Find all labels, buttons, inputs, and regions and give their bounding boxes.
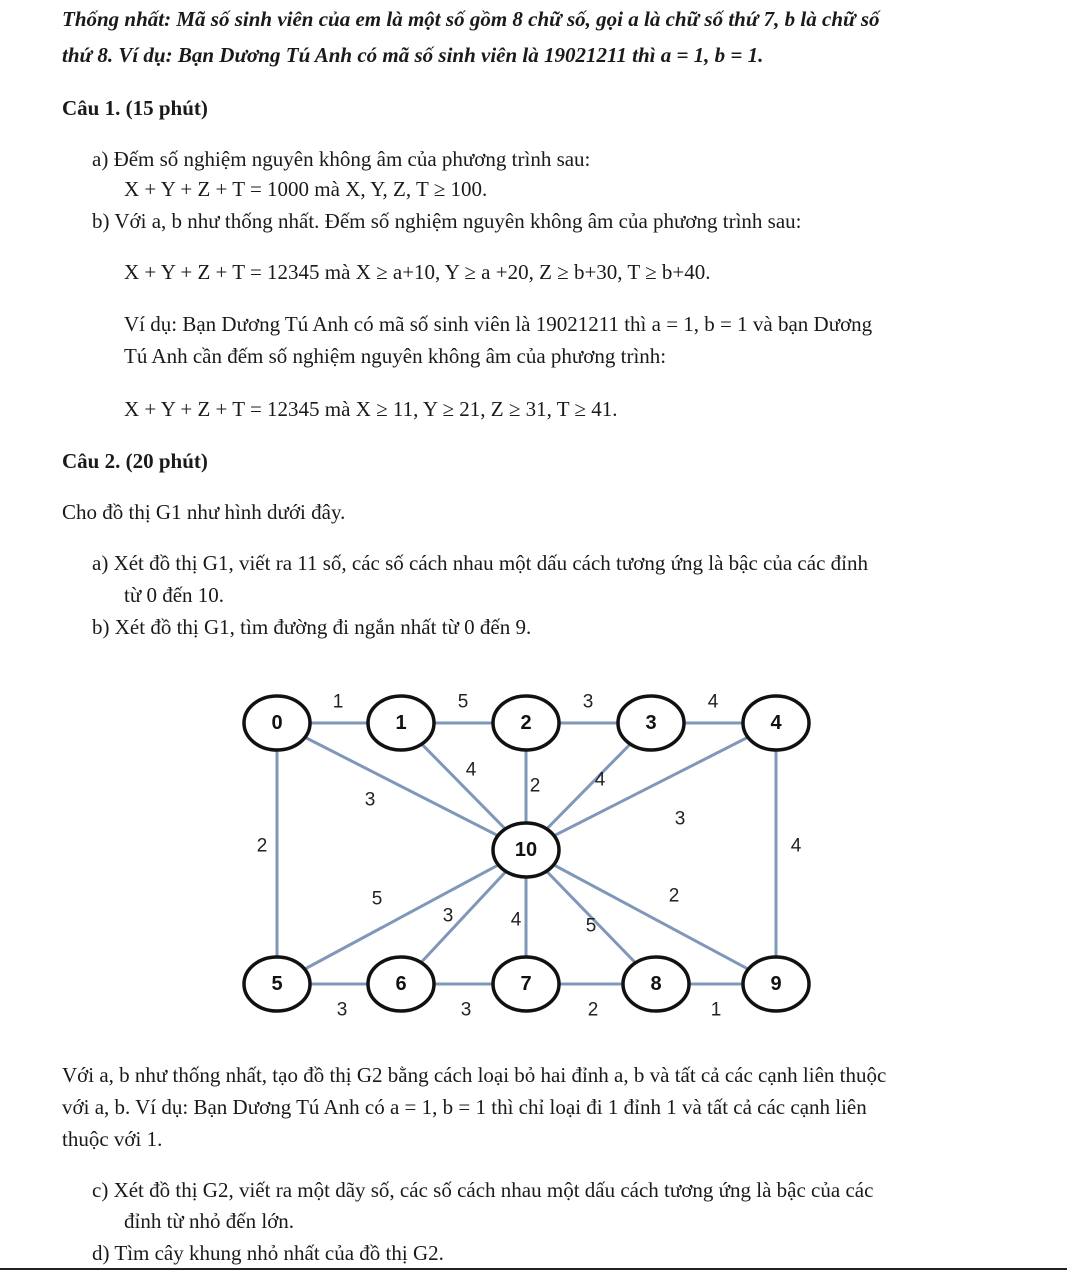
node-label-10: 10 (514, 839, 538, 861)
q2-c-line-2: đỉnh từ nhỏ đến lớn. (124, 1209, 295, 1233)
edge-weight-8-9: 1 (710, 999, 722, 1021)
node-label-6: 6 (395, 973, 407, 995)
g2-line-1: Với a, b như thống nhất, tạo đồ thị G2 bằng cách loại bỏ hai đỉnh a, b và tất cả các cạnh liên thuộc (62, 1063, 887, 1087)
q2-a-line-2: từ 0 đến 10. (124, 583, 225, 607)
node-label-1: 1 (395, 712, 407, 734)
edge-weight-9-10: 2 (668, 885, 680, 907)
node-label-2: 2 (520, 712, 532, 734)
node-label-4: 4 (770, 712, 782, 734)
node-label-0: 0 (271, 712, 283, 734)
node-9 (743, 957, 809, 1011)
node-3 (618, 696, 684, 750)
node-1 (368, 696, 434, 750)
node-8 (623, 957, 689, 1011)
edge-weight-5-6: 3 (336, 999, 348, 1021)
bottom-rule (0, 1268, 1067, 1270)
edge-weight-5-10: 5 (371, 888, 383, 910)
node-5 (244, 957, 310, 1011)
edge-weight-0-10: 3 (364, 789, 376, 811)
edge-weight-2-3: 3 (582, 691, 594, 713)
q1-example-line-3: X + Y + Z + T = 12345 mà X ≥ 11, Y ≥ 21, Z ≥ 31, T ≥ 41. (124, 397, 618, 421)
node-10 (493, 823, 559, 877)
q1-a-line-1: a) Đếm số nghiệm nguyên không âm của phương trình sau: (92, 147, 591, 171)
edge-weight-0-1: 1 (332, 691, 344, 713)
q1-b-line-1: b) Với a, b như thống nhất. Đếm số nghiệm nguyên không âm của phương trình sau: (92, 209, 802, 233)
node-7 (493, 957, 559, 1011)
q2-intro: Cho đồ thị G1 như hình dưới đây. (62, 500, 346, 524)
q1-example-line-2: Tú Anh cần đếm số nghiệm nguyên không âm của phương trình: (124, 344, 667, 368)
node-label-8: 8 (650, 973, 662, 995)
edge-weight-1-2: 5 (457, 691, 469, 713)
node-2 (493, 696, 559, 750)
q2-a-line-1: a) Xét đồ thị G1, viết ra 11 số, các số cách nhau một dấu cách tương ứng là bậc của các đỉnh (92, 551, 868, 575)
edge-weight-4-10: 3 (674, 808, 686, 830)
edge-weight-4-9: 4 (790, 835, 802, 857)
node-6 (368, 957, 434, 1011)
edge-weight-0-5: 2 (256, 835, 268, 857)
q2-heading: Câu 2. (20 phút) (62, 449, 208, 473)
edge-weight-6-10: 3 (442, 905, 454, 927)
node-4 (743, 696, 809, 750)
node-label-3: 3 (645, 712, 657, 734)
edge-weight-3-10: 4 (594, 769, 606, 791)
graph-g1 (0, 680, 1067, 1040)
intro-line-2: thứ 8. Ví dụ: Bạn Dương Tú Anh có mã số sinh viên là 19021211 thì a = 1, b = 1. (62, 43, 764, 67)
graph-nodes (244, 696, 809, 1011)
q1-b-line-2: X + Y + Z + T = 12345 mà X ≥ a+10, Y ≥ a +20, Z ≥ b+30, T ≥ b+40. (124, 260, 711, 284)
edge-weight-7-10: 4 (510, 909, 522, 931)
edge-weight-1-10: 4 (465, 759, 477, 781)
edge-weight-6-7: 3 (460, 999, 472, 1021)
node-label-5: 5 (271, 973, 283, 995)
edge-weight-2-10: 2 (529, 775, 541, 797)
q2-d-line-1: d) Tìm cây khung nhỏ nhất của đồ thị G2. (92, 1241, 444, 1265)
edge-weight-8-10: 5 (585, 915, 597, 937)
q1-a-line-2: X + Y + Z + T = 1000 mà X, Y, Z, T ≥ 100. (124, 177, 488, 201)
q1-heading: Câu 1. (15 phút) (62, 96, 208, 120)
node-label-7: 7 (520, 973, 532, 995)
q2-b-line-1: b) Xét đồ thị G1, tìm đường đi ngắn nhất từ 0 đến 9. (92, 615, 532, 639)
q2-c-line-1: c) Xét đồ thị G2, viết ra một dãy số, các số cách nhau một dấu cách tương ứng là bậc của các (92, 1178, 874, 1202)
node-0 (244, 696, 310, 750)
g2-line-3: thuộc với 1. (62, 1127, 163, 1151)
g2-line-2: với a, b. Ví dụ: Bạn Dương Tú Anh có a = 1, b = 1 thì chỉ loại đi 1 đỉnh 1 và tất cả các cạnh liên (62, 1095, 867, 1119)
intro-line-1: Thống nhất: Mã số sinh viên của em là một số gồm 8 chữ số, gọi a là chữ số thứ 7, b là chữ số (62, 7, 880, 31)
edge-weight-3-4: 4 (707, 691, 719, 713)
edge-weight-7-8: 2 (587, 999, 599, 1021)
q1-example-line-1: Ví dụ: Bạn Dương Tú Anh có mã số sinh viên là 19021211 thì a = 1, b = 1 và bạn Dương (124, 312, 873, 336)
node-label-9: 9 (770, 973, 782, 995)
